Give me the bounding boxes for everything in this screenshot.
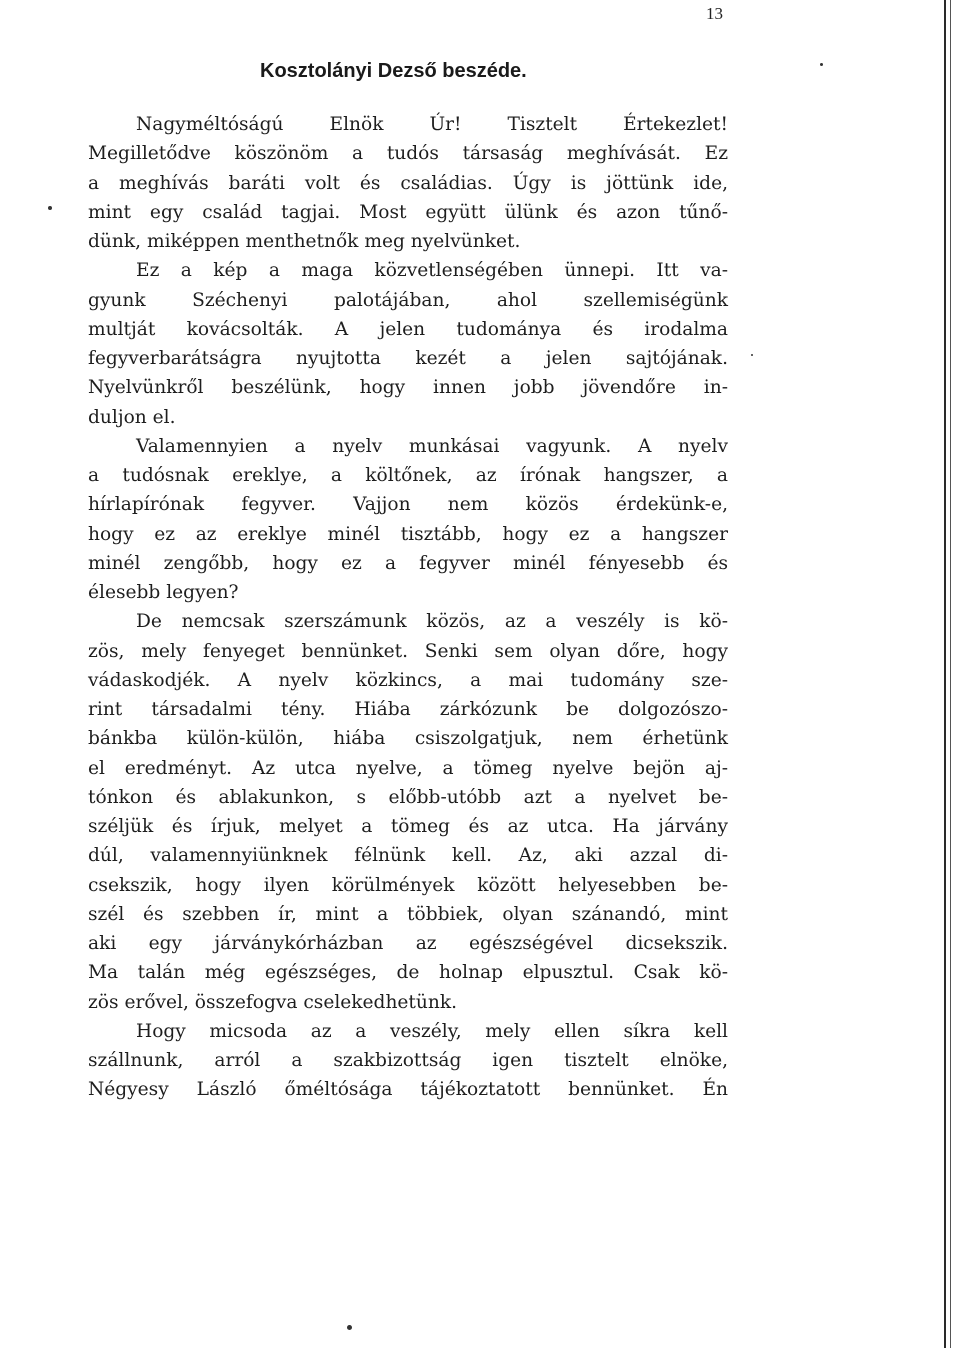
text-line: Ma talán még egészséges, de holnap elpusztul. Csak kö- (88, 962, 728, 984)
scan-speck (48, 206, 52, 210)
text-line: Valamennyien a nyelv munkásai vagyunk. A nyelv (136, 435, 728, 457)
text-line: multját kovácsolták. A jelen tudománya és irodalma (88, 318, 728, 340)
text-line: dünk, miképpen menthetnők meg nyelvünket. (88, 231, 521, 252)
text-line: rint társadalmi tény. Hiába zárkózunk be dolgozószo- (88, 699, 728, 720)
text-line: De nemcsak szerszámunk közös, az a veszély is kö- (136, 611, 728, 633)
text-line: mint egy család tagjai. Most együtt ülünk és azon tűnő- (88, 201, 728, 223)
text-line: élesebb legyen? (88, 582, 239, 603)
text-line: Négyesy László őméltósága tájékoztatott bennünket. Én (88, 1079, 728, 1101)
text-line: csekszik, hogy ilyen körülmények között helyesebben be- (88, 874, 728, 896)
scan-edge-line (944, 0, 946, 1348)
text-line: a tudósnak ereklye, a költőnek, az írónak hangszer, a (88, 465, 728, 486)
text-line: dúl, valamennyiünknek félnünk kell. Az, aki azzal di- (88, 845, 728, 867)
text-line: zös, mely fenyeget bennünket. Senki sem olyan dőre, hogy (88, 640, 728, 662)
text-line: tónkon és ablakunkon, s előbb-utóbb azt a nyelvet be- (88, 786, 728, 808)
scan-speck (347, 1325, 352, 1330)
page-number: 13 (706, 4, 723, 23)
text-line: el eredményt. Az utca nyelve, a tömeg nyelve bejön aj- (88, 757, 728, 779)
text-line: Megilletődve köszönöm a tudós társaság meghívását. Ez (88, 143, 728, 165)
text-line: Hogy micsoda az a veszély, mely ellen síkra kell (136, 1020, 728, 1042)
scan-speck (751, 354, 753, 356)
text-line: fegyverbarátságra nyujtotta kezét a jelen sajtójának. (88, 348, 728, 369)
scan-edge-line-inner (950, 0, 951, 1348)
text-line: szállnunk, arról a szakbizottság igen tisztelt elnöke, (88, 1050, 728, 1071)
text-line: vádaskodjék. A nyelv közkincs, a mai tudomány sze- (88, 669, 728, 691)
text-line: szél és szebben ír, mint a többiek, olyan szánandó, mint (88, 903, 728, 925)
text-line: minél zengőbb, hogy ez a fegyver minél fényesebb és (88, 552, 728, 574)
text-line: bánkba külön-külön, hiába csiszolgatjuk, nem érhetünk (88, 728, 728, 750)
text-line: a meghívás baráti volt és családias. Úgy is jöttünk ide, (88, 172, 728, 194)
text-line: hírlapírónak fegyver. Vajjon nem közös érdekünk-e, (88, 494, 728, 516)
text-line: zös erővel, összefogva cselekedhetünk. (88, 991, 458, 1013)
text-line: aki egy járványkórházban az egészségével dicsekszik. (88, 933, 728, 954)
text-line: hogy ez az ereklye minél tisztább, hogy ez a hangszer (88, 523, 728, 545)
scan-speck (820, 63, 823, 66)
page-title: Kosztolányi Dezső beszéde. (260, 60, 527, 82)
speech-body-text (88, 110, 728, 1105)
text-line: duljon el. (88, 406, 176, 428)
text-line: Nyelvünkről beszélünk, hogy innen jobb jövendőre in- (88, 377, 728, 399)
text-line: Ez a kép a maga közvetlenségében ünnepi. Itt va- (136, 260, 728, 282)
text-line: széljük és írjuk, melyet a tömeg és az utca. Ha járvány (88, 816, 728, 837)
text-line: Nagyméltóságú Elnök Úr! Tisztelt Értekezlet! (136, 114, 728, 135)
text-line: gyunk Széchenyi palotájában, ahol szellemiségünk (88, 289, 728, 311)
